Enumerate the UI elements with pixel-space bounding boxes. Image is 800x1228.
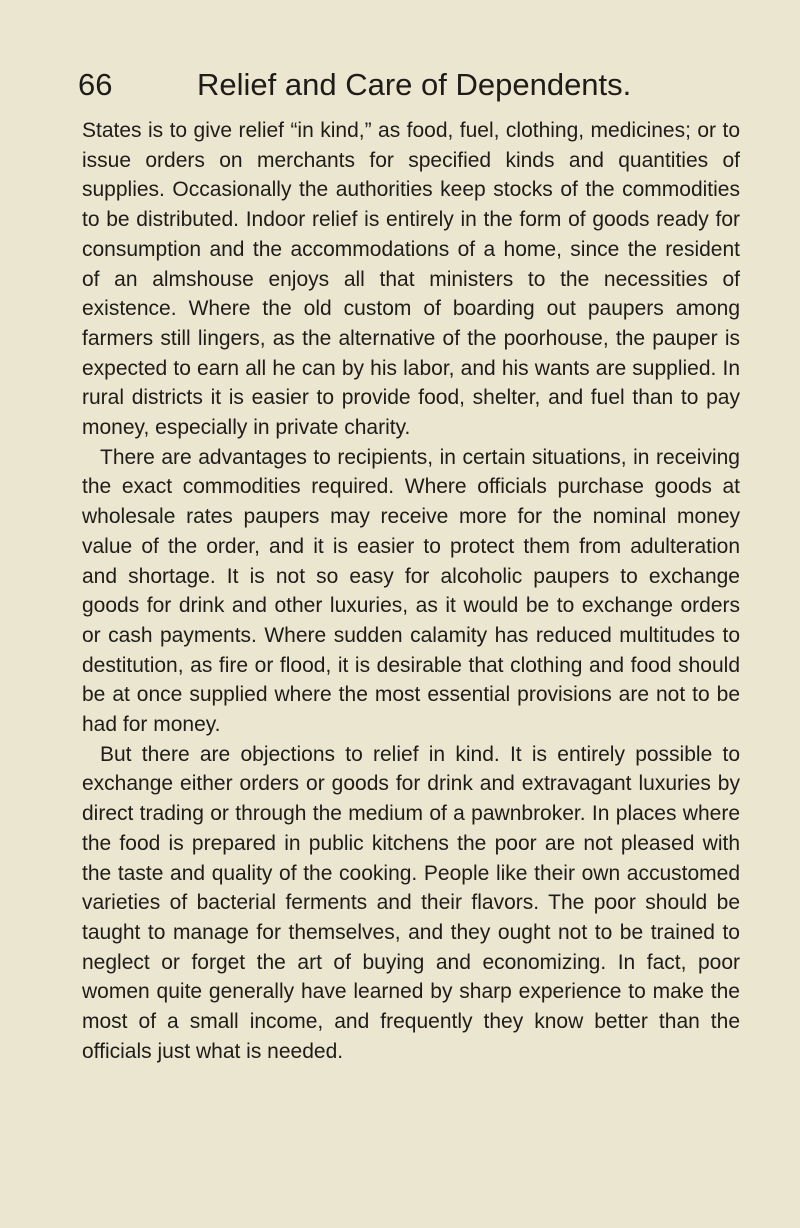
paragraph: There are advantages to recipients, in certain situations, in receiving the exact commodities required. Where officials purchase goods at wholesale rates paupers may receive more for the nominal money value of the order, and it is easier to protect them from adulteration and shortage. It is not so easy for alcoholic paupers to exchange goods for drink and other luxuries, as it would be to exchange orders or cash payments. Where sudden calamity has reduced multitudes to destitution, as fire or flood, it is desirable that clothing and food should be at once supplied where the most essential provisions are not to be had for money. bbox=[82, 445, 740, 737]
paragraph: But there are objections to relief in kind. It is entirely possible to exchange either orders or goods for drink and extravagant luxuries by direct trading or through the medium of a pawnbroker. In places where the food is prepared in public kitchens the poor are not pleased with the taste and quality of the cooking. People like their own accustomed varieties of bacterial ferments and their flavors. The poor should be taught to manage for themselves, and they ought not to be trained to neglect or forget the art of buying and economizing. In fact, poor women quite generally have learned by sharp experience to make the most of a small income, and frequently they know better than the officials just what is needed. bbox=[82, 742, 740, 1063]
page-header bbox=[78, 62, 718, 108]
body-text bbox=[82, 116, 740, 1067]
paragraph: States is to give relief “in kind,” as food, fuel, clothing, medicines; or to issue orders on merchants for specified kinds and quantities of supplies. Occasionally the authorities keep stocks of the commodities to be distributed. Indoor relief is entirely in the form of goods ready for consumption and the accommodations of a home, since the resident of an almshouse enjoys all that ministers to the necessities of existence. Where the old custom of boarding out paupers among farmers still lingers, as the alternative of the poorhouse, the pauper is expected to earn all he can by his labor, and his wants are supplied. In rural districts it is easier to provide food, shelter, and fuel than to pay money, especially in private charity. bbox=[82, 119, 740, 440]
running-title: Relief and Care of Dependents. bbox=[197, 67, 632, 102]
page-number: 66 bbox=[78, 67, 113, 102]
